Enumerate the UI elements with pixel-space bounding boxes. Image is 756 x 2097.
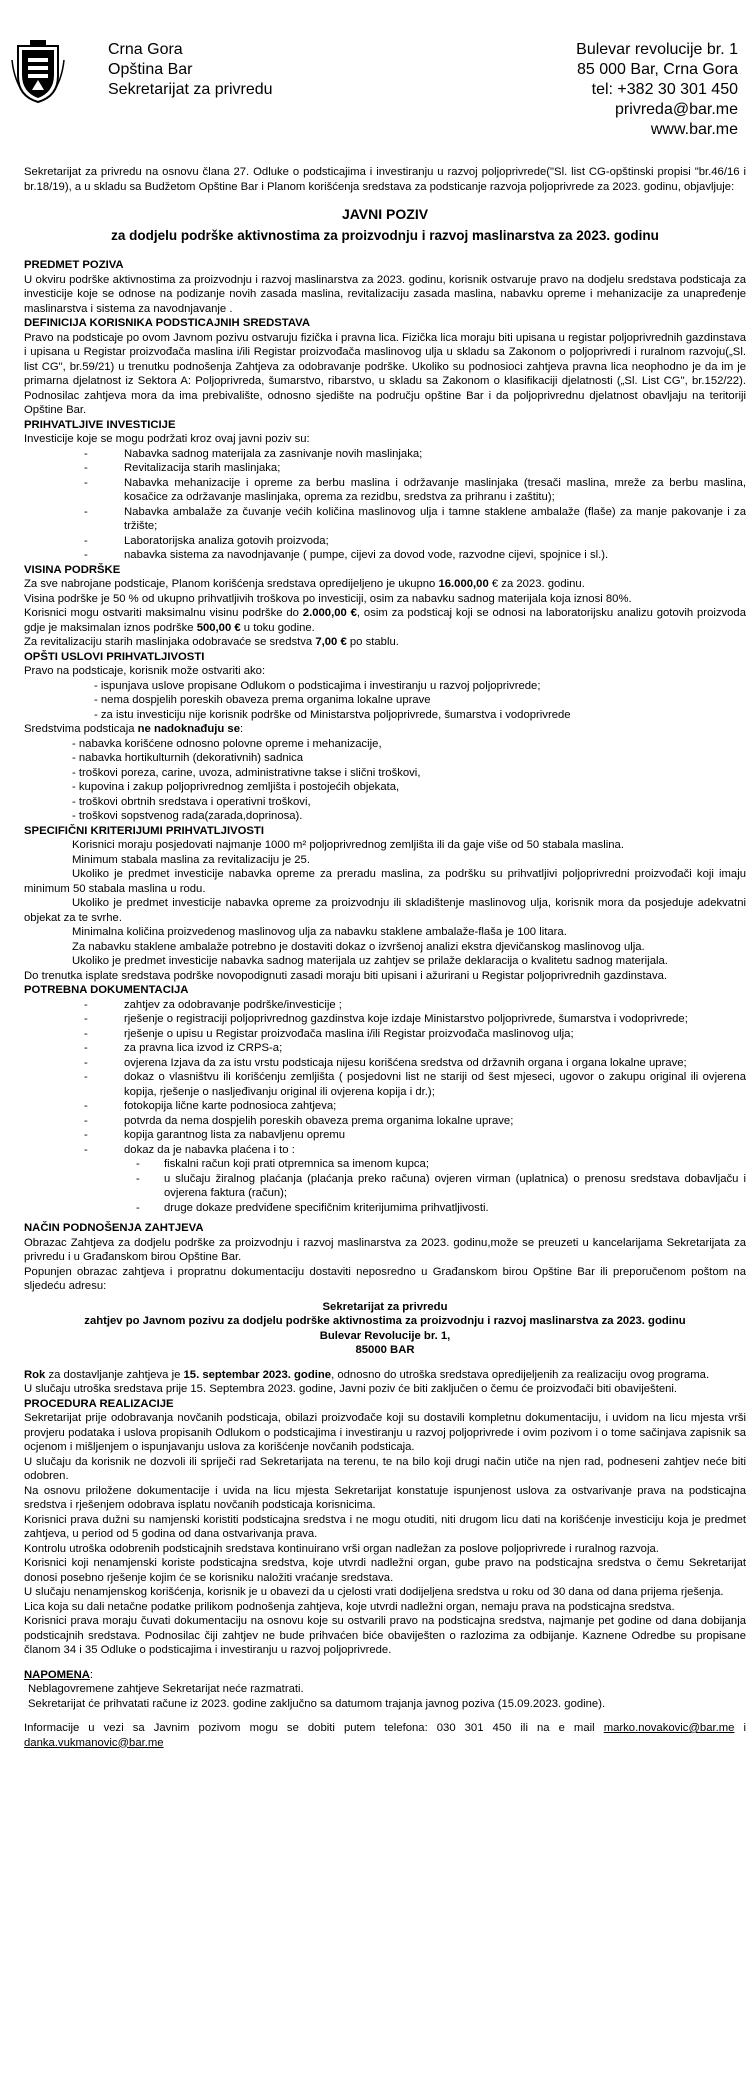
specific-criterion: Minimalna količina proizvedenog maslinovog ulja za nabavku staklene ambalaže-flaša je 100 litara.: [72, 926, 567, 938]
list-item: - zahtjev za odobravanje podrške/investicije ;: [124, 998, 746, 1013]
list-item: - fotokopija lične karte podnosioca zahtjeva;: [124, 1099, 746, 1114]
mailing-address-line: Sekretarijat za privredu: [322, 1300, 448, 1313]
email-link[interactable]: privreda@bar.me: [615, 101, 738, 118]
visina-line-3: Korisnici mogu ostvariti maksimalnu visinu podrške do 2.000,00 €, osim za podsticaj koji se odnosi na laboratorijsku analizu gotovih proizvoda gdje je maksimalan iznos podrške 500,00 € u toku godine.: [24, 607, 747, 634]
section-heading-predmet: PREDMET POZIVA: [24, 259, 124, 271]
municipality-block: [108, 40, 273, 100]
deadline-note: U slučaju utroška sredstava prije 15. Septembra 2023. godine, Javni poziv će biti zaključen o čemu će proizvođači biti obaviješteni.: [24, 1383, 678, 1395]
list-item: - ovjerena Izjava da za istu vrstu podsticaja nijesu korišćena sredstva od državnih organa i organa lokalne uprave;: [124, 1056, 746, 1071]
specific-criterion: Ukoliko je predmet investicije nabavka opreme za preradu maslina, za podršku su prihvatljivi poljoprivredni proizvođači koji imaju minimum 50 stabala maslina u rodu.: [24, 868, 746, 895]
investment-list: [24, 447, 746, 563]
general-conditions-list: [24, 679, 746, 723]
visina-line-2: Visina podrške je 50 % od ukupno prihvatljivih troškova po investiciji, osim za nabavku sadnog materijala koja iznosi 80%.: [24, 592, 632, 605]
procedure-paragraph: Kontrolu utroška odobrenih podsticajnih sredstava kontinuirano vrši organ nadležan za poslove poljoprivrede i ruralnog razvoja.: [24, 1542, 659, 1555]
coat-of-arms-icon: [10, 40, 66, 106]
list-item: - fiskalni račun koji prati otpremnica sa imenom kupca;: [164, 1157, 746, 1172]
document-title: JAVNI POZIV: [341, 206, 429, 222]
predmet-text: U okviru podrške aktivnostima za proizvodnju i razvoj maslinarstva za 2023. godinu, korisnik ostvaruje pravo na dodjelu sredstava podsticaja za investicije koje se odnose na podizanje novih zasada maslina, revitalizaciju zasada maslina, nabavku opreme i mehanizacije za unapređenje maslinarstva i sistema za navodnjavanje .: [24, 273, 746, 315]
list-item: - potvrda da nema dospjelih poreskih obaveza prema organima lokalne uprave;: [124, 1114, 746, 1129]
list-item: - Nabavka mehanizacije i opreme za berbu maslina i održavanje maslinjaka (tresači maslina, mreže za berbu maslina, kosačice za održavanje maslinjaka, oprema za rezidbu, sredstva za prihranu i zaštitu);: [124, 476, 746, 505]
mailing-address-line: Bulevar Revolucije br. 1,: [319, 1329, 451, 1342]
document-subtitle: za dodjelu podrške aktivnostima za proizvodnju i razvoj maslinarstva za 2023. godinu: [111, 228, 659, 243]
list-item: - druge dokaze predviđene specifičnim kriterijumima prihvatljivosti.: [164, 1201, 746, 1216]
list-item: - kopija garantnog lista za nabavljenu opremu: [124, 1128, 746, 1143]
non-reimbursable-lead: Sredstvima podsticaja ne nadoknađuju se:: [24, 723, 244, 735]
procedure-paragraph: U slučaju da korisnik ne dozvoli ili spriječi rad Sekretarijata na terenu, te na bilo koji drugi način utiče na njen rad, podneseni zahtjev neće biti odobren.: [24, 1455, 746, 1482]
contact-footer: Informacije u vezi sa Javnim pozivom mogu se dobiti putem telefona: 030 301 450 ili na e mail marko.novakovic@bar.me i danka.vukmanovic@bar.me: [24, 1722, 747, 1749]
list-item: - u slučaju žiralnog plaćanja (plaćanja preko računa) ovjeren virman (uplatnica) o prenosu sredstava dobavljaču i ovjerena faktura (račun);: [164, 1172, 746, 1201]
note-line: Neblagovremene zahtjeve Sekretarijat neće razmatrati.: [28, 1683, 304, 1695]
documents-list: [24, 998, 746, 1158]
list-item: - nema dospjelih poreskih obaveza prema organima lokalne uprave: [94, 694, 431, 706]
website-link[interactable]: www.bar.me: [650, 121, 738, 138]
list-item: - ispunjava uslove propisane Odlukom o podsticajima i investiranju u razvoj poljoprivrede;: [94, 679, 541, 692]
letterhead: [0, 30, 756, 140]
procedure-paragraph: Korisnici koji nenamjenski koriste podsticajna sredstva, koje utvrdi nadležni organ, gube pravo na podsticajna sredstva o čemu Sekretarijat donosi posebno rješenje kojim će se korisniku naložiti vraćanje sredstava.: [24, 1557, 746, 1584]
prihvatljive-lead: Investicije koje se mogu podržati kroz ovaj javni poziv su:: [24, 433, 310, 445]
intro-paragraph: Sekretarijat za privredu na osnovu člana 27. Odluke o podsticajima i investiranju u razvoj poljoprivrede("Sl. list CG-opštinski propisi "br.46/16 i br.18/19), a u skladu sa Budžetom Opštine Bar i Planom korišćenja sredstava za podsticanje razvoja poljoprivrede za 2023. godinu, objavljuje:: [24, 166, 746, 193]
section-heading-nacin: NAČIN PODNOŠENJA ZAHTJEVA: [24, 1222, 204, 1234]
visina-line-4: Za revitalizaciju starih maslinjaka odobravaće se sredstva 7,00 € po stablu.: [24, 636, 399, 648]
section-heading-visina: VISINA PODRŠKE: [24, 563, 121, 576]
email-link-marko[interactable]: marko.novakovic@bar.me: [603, 1722, 735, 1734]
list-item: - Revitalizacija starih maslinjaka;: [124, 461, 746, 476]
procedure-paragraph: Na osnovu priložene dokumentacije i uvida na licu mjesta Sekretarijat konstatuje ispunjenost uslova za ostvarivanje prava na podsticajna sredstva i rješenjem odobrava isplatu novčanih podsticaja korisnicima.: [24, 1484, 746, 1511]
opsti-lead: Pravo na podsticaje, korisnik može ostvariti ako:: [24, 665, 266, 677]
nacin-paragraph-1: Obrazac Zahtjeva za dodjelu podrške za proizvodnju i razvoj maslinarstva za 2023. godinu,može se preuzeti u kancelarijama Sekretarijata za privredu i u Građanskom birou Opštine Bar.: [24, 1236, 746, 1263]
specific-criterion: Ukoliko je predmet investicije nabavka sadnog materijala uz zahtjev se prilaže deklaracija o kvalitetu sadnog materijala.: [72, 955, 668, 967]
street-address: Bulevar revolucije br. 1: [576, 41, 738, 58]
list-item: - Nabavka ambalaže za čuvanje većih količina maslinovog ulja i tamne staklene ambalaže (flaše) za manje pakovanje i za tržište;: [124, 505, 746, 534]
list-item: - nabavka korišćene odnosno polovne opreme i mehanizacije,: [72, 737, 382, 750]
procedure-paragraph: U slučaju nenamjenskog korišćenja, korisnik je u obavezi da u cjelosti vrati dodijeljena sredstva u roku od 30 dana od dana prijema rješenja.: [24, 1586, 724, 1598]
payment-proof-list: [24, 1157, 746, 1215]
phone-number: tel: +382 30 301 450: [591, 81, 738, 98]
non-reimbursable-list: [24, 737, 746, 824]
list-item: - troškovi poreza, carine, uvoza, administrativne takse i slični troškovi,: [72, 766, 421, 779]
section-heading-dokumentacija: POTREBNA DOKUMENTACIJA: [24, 984, 189, 996]
specific-criterion: Minimum stabala maslina za revitalizaciju je 25.: [72, 853, 310, 866]
mailing-address-line: 85000 BAR: [355, 1344, 415, 1356]
section-heading-prihvatljive: PRIHVATLJIVE INVESTICIJE: [24, 418, 176, 431]
document-body: [24, 165, 746, 1750]
contact-block: [576, 40, 738, 140]
list-item: - rješenje o upisu u Registar proizvođača maslina i/ili Registar proizvođača maslinovog ulja;: [124, 1027, 746, 1042]
municipality-name: Opština Bar: [108, 61, 193, 78]
procedure-paragraph: Lica koja su dali netačne podatke prilikom podnošenja zahtjeva, koje utvrdi nadležni organ, nemaju prava na podsticajna sredstva.: [24, 1600, 675, 1613]
section-heading-definicija: DEFINICIJA KORISNIKA PODSTICAJNIH SREDSTAVA: [24, 317, 311, 329]
visina-line-1: Za sve nabrojane podsticaje, Planom korišćenja sredstava opredijeljeno je ukupno 16.000,00 € za 2023. godinu.: [24, 578, 585, 590]
procedure-paragraph: Sekretarijat prije odobravanja novčanih podsticaja, obilazi proizvođače koji su dostavili kompletnu dokumentaciju, i uvidom na licu mjesta vrši provjeru podataka i uslova propisanih Odlukom o podsticajima i investiranju u razvoj poljoprivrede i ovim pozivom i o tome sačinjava zapisnik sa ocjenom i mišljenjem o ispunjavanju uslova za korišćenje novčanih podsticaja.: [24, 1412, 746, 1453]
list-item: - Nabavka sadnog materijala za zasnivanje novih maslinjaka;: [124, 447, 746, 462]
specific-criterion: Za nabavku staklene ambalaže potrebno je dostaviti dokaz o izvršenoj analizi ekstra djevičanskog maslinovog ulja.: [72, 940, 645, 953]
mailing-address-line: zahtjev po Javnom pozivu za dodjelu podrške aktivnostima za proizvodnju i razvoj maslinarstva za 2023. godinu: [84, 1315, 686, 1327]
list-item: - za istu investiciju nije korisnik podrške od Ministarstva poljoprivrede, šumarstva i vodoprivrede: [94, 708, 571, 721]
list-item: - za pravna lica izvod iz CRPS-a;: [124, 1041, 746, 1056]
department-name: Sekretarijat za privredu: [108, 81, 273, 98]
specific-criterion: Ukoliko je predmet investicije nabavka opreme za proizvodnju ili skladištenje maslinovog ulja, korisnik mora da posjeduje adekvatni objekat za te svrhe.: [24, 897, 746, 924]
specific-criterion: Korisnici moraju posjedovati najmanje 1000 m² poljoprivrednog zemljišta ili da gaje više od 50 stabala maslina.: [72, 839, 624, 851]
list-item: - troškovi obrtnih sredstava i operativni troškovi,: [72, 795, 311, 808]
deadline-paragraph: Rok za dostavljanje zahtjeva je 15. septembar 2023. godine, odnosno do utroška sredstava opredijeljenih za realizaciju ovog programa.: [24, 1368, 710, 1381]
list-item: - kupovina i zakup poljoprivrednog zemljišta i postojećih objekata,: [72, 781, 400, 793]
definicija-text: Pravo na podsticaje po ovom Javnom pozivu ostvaruju fizička i pravna lica. Fizička lica moraju biti upisana u registar poljoprivrednih gazdinstava i upisana u Registar proizvođača maslina i/ili Registar proizvođača maslinovog ulja u skladu sa Zakonom o poljoprivredi i ruralnom razvoju(„Sl. list CG", br.59/21) u trenutku podnošenja Zahtjeva za odobravanje podrške. Ukoliko su podnosioci zahtjeva pravna lica neophodno je da im je primarna djelatnost iz Sektora A: Poljoprivreda, šumarstvo, ribarstvo, u skladu sa Zakonom o klasifikaciji djelatnosti („Sl. List CG", br.152/22). Podnosilac zahtjeva mora da ima prebivalište, odnosno sjedište na području opštine Bar i da poljoprivrednu djelatnost obavljaju na teritoriji Opštine Bar.: [24, 331, 746, 416]
list-item: - rješenje o registraciji poljoprivrednog gazdinstva koje izdaje Ministarstvo poljoprivrede, šumarstva i vodoprivrede;: [124, 1012, 746, 1027]
procedure-paragraph: Korisnici prava dužni su namjenski koristiti podsticajna sredstva i ne mogu otuditi, niti drugom licu dati na korišćenje investiciju koja je predmet zahtjeva, u period od 5 godina od dana ostvarivanja prava.: [24, 1513, 746, 1540]
list-item: - Laboratorijska analiza gotovih proizvoda;: [124, 534, 746, 549]
list-item: - dokaz o vlasništvu ili korišćenju zemljišta ( posjedovni list ne stariji od šest mjeseci, ugovor o zakupu original ili ovjerena kopija, rješenje o nasljeđivanju original ili ovjerena kopija i dr.);: [124, 1070, 746, 1099]
city-address: 85 000 Bar, Crna Gora: [577, 61, 738, 78]
specific-criterion: Do trenutka isplate sredstava podrške novopodignuti zasadi moraju biti upisani i ažurirani u Registar poljoprivrednih gazdinstava.: [24, 969, 668, 982]
section-heading-specificni: SPECIFIČNI KRITERIJUMI PRIHVATLJIVOSTI: [24, 824, 264, 837]
note-heading: NAPOMENA:: [24, 1668, 94, 1681]
section-heading-procedura: PROCEDURA REALIZACIJE: [24, 1397, 174, 1410]
section-heading-opsti: OPŠTI USLOVI PRIHVATLJIVOSTI: [24, 650, 205, 663]
note-line: Sekretarijat će prihvatati račune iz 2023. godine zaključno sa datumom trajanja javnog poziva (15.09.2023. godine).: [28, 1697, 606, 1710]
list-item: - dokaz da je nabavka plaćena i to :: [124, 1143, 746, 1158]
procedure-paragraph: Korisnici prava moraju čuvati dokumentaciju na osnovu koje su ostvarili pravo na podsticajna sredstva, najmanje pet godine od dana dobijanja podsticajnih sredstava. Podnosilac čiji zahtjev ne bude prihvaćen biće obaviješten o razlozima za odbijanje. Kaznene Odredbe su propisane članom 34 i 35 Odluke o podsticajima i investiranju u razvoj poljoprivrede.: [24, 1615, 746, 1656]
country-name: Crna Gora: [108, 41, 183, 58]
list-item: - nabavka hortikulturnih (dekorativnih) sadnica: [72, 752, 304, 764]
list-item: - nabavka sistema za navodnjavanje ( pumpe, cijevi za dovod vode, razvodne cijevi, spojnice i sl.).: [124, 548, 746, 563]
nacin-paragraph-2: Popunjen obrazac zahtjeva i propratnu dokumentaciju dostaviti neposredno u Građanskom birou Opštine Bar ili preporučenom poštom na sljedeću adresu:: [24, 1265, 746, 1292]
email-link-danka[interactable]: danka.vukmanovic@bar.me: [24, 1736, 164, 1749]
list-item: - troškovi sopstvenog rada(zarada,doprinosa).: [72, 810, 303, 822]
